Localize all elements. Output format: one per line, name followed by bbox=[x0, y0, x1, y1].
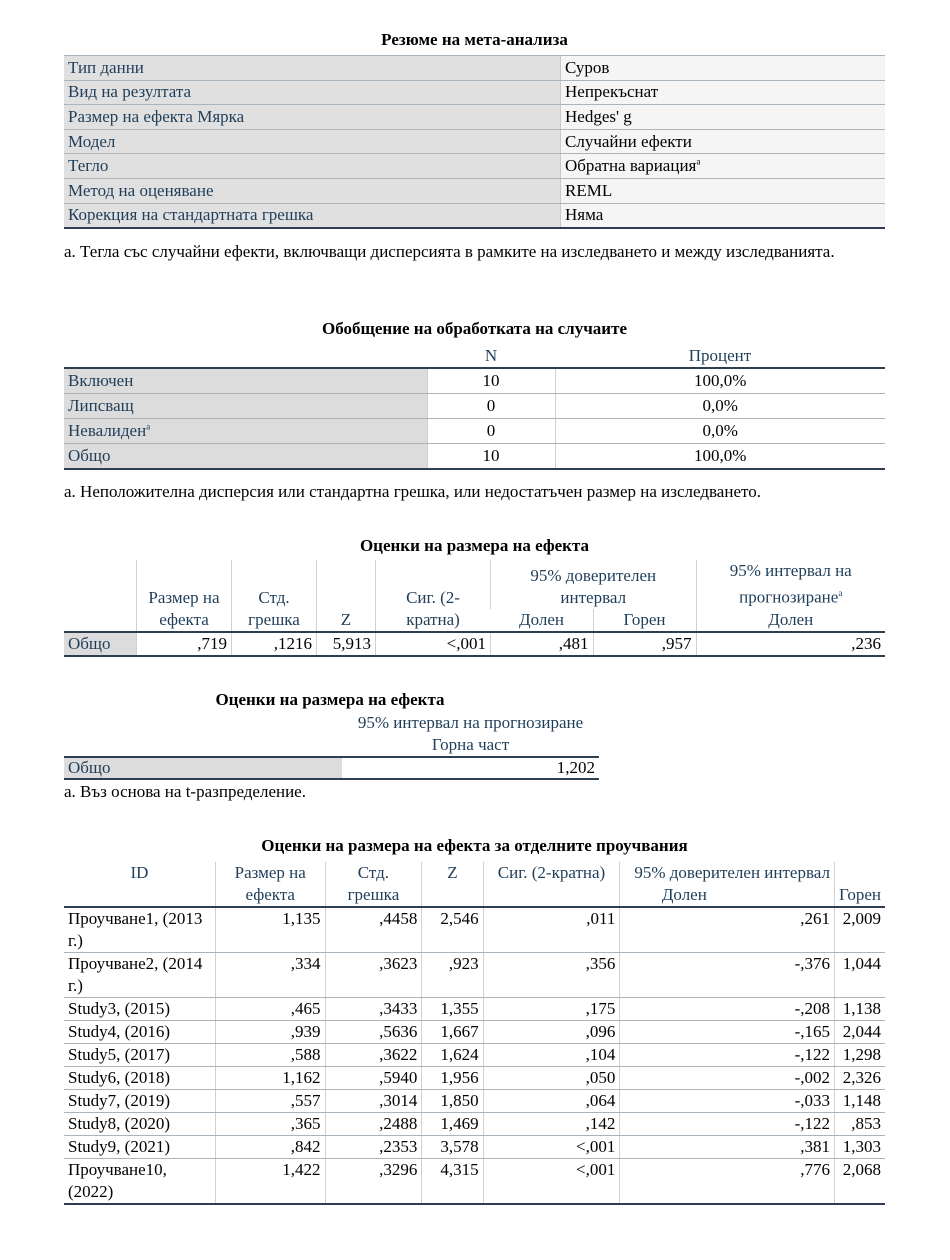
lower-cell: ,261 bbox=[620, 907, 835, 953]
n-cell: 10 bbox=[427, 368, 555, 394]
individual-title: Оценки на размера на ефекта за отделните проучвания bbox=[261, 836, 688, 855]
ci-header: 95% доверителен интервал bbox=[491, 560, 697, 609]
id-header: ID bbox=[64, 862, 215, 907]
effect-cell: ,334 bbox=[215, 953, 325, 998]
label-text: Невалиден bbox=[68, 421, 147, 440]
label-text: Липсващ bbox=[68, 396, 134, 415]
study-id-cell: Study6, (2018) bbox=[64, 1067, 215, 1090]
se-cell: ,3014 bbox=[325, 1090, 422, 1113]
sig-header: Сиг. (2-кратна) bbox=[483, 862, 620, 907]
row-label: Модел bbox=[64, 129, 561, 154]
se-cell: ,3296 bbox=[325, 1159, 422, 1205]
study-id-cell: Study7, (2019) bbox=[64, 1090, 215, 1113]
table-row bbox=[64, 129, 885, 154]
table-row bbox=[64, 56, 885, 81]
effect-cell: ,588 bbox=[215, 1044, 325, 1067]
corner-cell bbox=[64, 712, 342, 734]
n-cell: 10 bbox=[427, 444, 555, 470]
effect-cell: ,557 bbox=[215, 1090, 325, 1113]
lower-cell: -,165 bbox=[620, 1021, 835, 1044]
ci-upper-cell: ,957 bbox=[593, 632, 696, 656]
effect-cell: ,842 bbox=[215, 1136, 325, 1159]
z-cell: 1,850 bbox=[422, 1090, 483, 1113]
z-cell: 1,355 bbox=[422, 998, 483, 1021]
effect-cell: ,939 bbox=[215, 1021, 325, 1044]
effect-cell: ,465 bbox=[215, 998, 325, 1021]
se-cell: ,3433 bbox=[325, 998, 422, 1021]
z-header: Z bbox=[422, 862, 483, 907]
upper-cell: 2,009 bbox=[835, 907, 885, 953]
label-text: Общо bbox=[68, 446, 111, 465]
sig-cell: ,104 bbox=[483, 1044, 620, 1067]
table-row bbox=[64, 444, 885, 470]
se-cell: ,5940 bbox=[325, 1067, 422, 1090]
sig-cell: ,064 bbox=[483, 1090, 620, 1113]
value-text: Непрекъснат bbox=[565, 82, 659, 102]
z-header: Z bbox=[317, 560, 376, 632]
table-row bbox=[64, 203, 885, 228]
effect-cell: 1,162 bbox=[215, 1067, 325, 1090]
se-cell: ,1216 bbox=[232, 632, 317, 656]
upper-cell: 1,202 bbox=[342, 757, 599, 779]
table-row bbox=[64, 907, 885, 953]
lower-cell: -,376 bbox=[620, 953, 835, 998]
row-label: Тип данни bbox=[64, 56, 561, 81]
row-label: Общо bbox=[64, 632, 137, 656]
effect-header: Размер на ефекта bbox=[137, 560, 232, 632]
effect-cell: ,719 bbox=[137, 632, 232, 656]
effect-cell: 1,135 bbox=[215, 907, 325, 953]
value-text: Случайни ефекти bbox=[565, 131, 692, 151]
summary-table bbox=[64, 55, 885, 229]
table-row bbox=[64, 154, 885, 179]
value-text: Обратна вариация bbox=[565, 156, 697, 176]
se-cell: ,4458 bbox=[325, 907, 422, 953]
study-id-cell: Проучване10, (2022) bbox=[64, 1159, 215, 1205]
z-cell: 4,315 bbox=[422, 1159, 483, 1205]
n-cell: 0 bbox=[427, 394, 555, 419]
table-row bbox=[64, 1021, 885, 1044]
table-row bbox=[64, 178, 885, 203]
study-id-cell: Study4, (2016) bbox=[64, 1021, 215, 1044]
table-row bbox=[64, 419, 885, 444]
effect-estimates2-footnote: a. Въз основа на t-разпределение. bbox=[64, 782, 306, 801]
case-processing-footnote: a. Неположителна дисперсия или стандартна грешка, или недостатъчен размер на изследването. bbox=[64, 482, 761, 501]
corner-cell bbox=[64, 345, 427, 368]
pct-cell: 100,0% bbox=[555, 444, 885, 470]
value-text: Суров bbox=[565, 57, 610, 77]
table-row bbox=[64, 1067, 885, 1090]
sig-cell: ,011 bbox=[483, 907, 620, 953]
table-row bbox=[64, 105, 885, 130]
se-header: Стд. грешка bbox=[232, 560, 317, 632]
z-cell: ,923 bbox=[422, 953, 483, 998]
lower-cell: ,381 bbox=[620, 1136, 835, 1159]
sig-cell: ,356 bbox=[483, 953, 620, 998]
table-row bbox=[64, 368, 885, 394]
upper-cell: ,853 bbox=[835, 1113, 885, 1136]
sig-cell: ,142 bbox=[483, 1113, 620, 1136]
lower-cell: -,033 bbox=[620, 1090, 835, 1113]
sig-cell: ,175 bbox=[483, 998, 620, 1021]
z-cell: 1,667 bbox=[422, 1021, 483, 1044]
pi-header: 95% интервал на прогнозиране bbox=[357, 713, 584, 732]
row-label: Тегло bbox=[64, 154, 561, 179]
summary-footnote: a. Тегла със случайни ефекти, включващи дисперсията в рамките на изследването и между изследванията. bbox=[64, 242, 835, 261]
z-cell: 1,624 bbox=[422, 1044, 483, 1067]
value-text: REML bbox=[565, 180, 613, 200]
pct-cell: 100,0% bbox=[555, 368, 885, 394]
value-text: Hedges' g bbox=[565, 106, 632, 126]
upper-cell: 1,148 bbox=[835, 1090, 885, 1113]
lower-cell: -,002 bbox=[620, 1067, 835, 1090]
se-header: Стд. грешка bbox=[325, 862, 422, 907]
ci-upper-header: Горен bbox=[835, 862, 885, 907]
se-cell: ,3622 bbox=[325, 1044, 422, 1067]
sig-cell: <,001 bbox=[483, 1136, 620, 1159]
table-row bbox=[64, 953, 885, 998]
effect-estimates2-table bbox=[64, 712, 599, 780]
row-label bbox=[64, 394, 427, 419]
sig-header: Сиг. (2- кратна) bbox=[376, 560, 491, 632]
case-processing-title: Обобщение на обработката на случаите bbox=[322, 319, 627, 338]
table-row bbox=[64, 1159, 885, 1205]
effect-header: Размер на ефекта bbox=[215, 862, 325, 907]
sig-cell: ,050 bbox=[483, 1067, 620, 1090]
pi-lower-header: Долен bbox=[696, 609, 885, 632]
row-label: Общо bbox=[64, 757, 342, 779]
pct-cell: 0,0% bbox=[555, 394, 885, 419]
z-cell: 2,546 bbox=[422, 907, 483, 953]
effect-estimates-table bbox=[64, 560, 885, 657]
sig-cell: <,001 bbox=[483, 1159, 620, 1205]
upper-cell: 2,326 bbox=[835, 1067, 885, 1090]
row-label bbox=[64, 419, 427, 444]
sig-cell: <,001 bbox=[376, 632, 491, 656]
table-row bbox=[64, 757, 599, 779]
row-value bbox=[561, 80, 886, 105]
table-row bbox=[64, 1113, 885, 1136]
row-value bbox=[561, 105, 886, 130]
lower-cell: -,122 bbox=[620, 1044, 835, 1067]
row-value bbox=[561, 56, 886, 81]
upper-cell: 1,298 bbox=[835, 1044, 885, 1067]
z-cell: 1,469 bbox=[422, 1113, 483, 1136]
upper-cell: 1,303 bbox=[835, 1136, 885, 1159]
footnote-marker: a bbox=[696, 156, 701, 167]
upper-cell: 2,044 bbox=[835, 1021, 885, 1044]
table-row bbox=[64, 1090, 885, 1113]
row-label: Вид на резултата bbox=[64, 80, 561, 105]
z-cell: 5,913 bbox=[317, 632, 376, 656]
se-cell: ,2353 bbox=[325, 1136, 422, 1159]
row-label bbox=[64, 368, 427, 394]
lower-cell: ,776 bbox=[620, 1159, 835, 1205]
se-cell: ,3623 bbox=[325, 953, 422, 998]
study-id-cell: Проучване1, (2013 г.) bbox=[64, 907, 215, 953]
upper-cell: 1,138 bbox=[835, 998, 885, 1021]
col-n-header: N bbox=[427, 345, 555, 368]
individual-table bbox=[64, 862, 885, 1205]
col-pct-header: Процент bbox=[555, 345, 885, 368]
row-value bbox=[561, 129, 886, 154]
summary-title: Резюме на мета-анализа bbox=[381, 30, 568, 49]
sig-cell: ,096 bbox=[483, 1021, 620, 1044]
row-value bbox=[561, 203, 886, 228]
study-id-cell: Проучване2, (2014 г.) bbox=[64, 953, 215, 998]
corner-cell bbox=[64, 734, 342, 757]
effect-estimates-title: Оценки на размера на ефекта bbox=[359, 536, 590, 555]
ci-lower-header: Долен bbox=[519, 609, 564, 629]
row-label: Метод на оценяване bbox=[64, 178, 561, 203]
value-text: Няма bbox=[565, 205, 604, 225]
pi-header: 95% интервал на прогнозиране$^a$ bbox=[696, 560, 885, 609]
row-label: Размер на ефекта Мярка bbox=[64, 105, 561, 130]
table-row bbox=[64, 1136, 885, 1159]
footnote-marker: a bbox=[146, 421, 151, 432]
study-id-cell: Study9, (2021) bbox=[64, 1136, 215, 1159]
row-value bbox=[561, 178, 886, 203]
study-id-cell: Study3, (2015) bbox=[64, 998, 215, 1021]
row-label: Корекция на стандартната грешка bbox=[64, 203, 561, 228]
upper-cell: 1,044 bbox=[835, 953, 885, 998]
case-processing-table bbox=[64, 345, 885, 470]
ci-lower-header: 95% доверителен интервал Долен bbox=[620, 862, 835, 907]
table-row bbox=[64, 1044, 885, 1067]
z-cell: 1,956 bbox=[422, 1067, 483, 1090]
effect-cell: ,365 bbox=[215, 1113, 325, 1136]
pct-cell: 0,0% bbox=[555, 419, 885, 444]
label-text: Включен bbox=[68, 371, 134, 390]
z-cell: 3,578 bbox=[422, 1136, 483, 1159]
effect-cell: 1,422 bbox=[215, 1159, 325, 1205]
table-row bbox=[64, 998, 885, 1021]
row-label bbox=[64, 444, 427, 470]
table-row bbox=[64, 80, 885, 105]
n-cell: 0 bbox=[427, 419, 555, 444]
table-row bbox=[64, 394, 885, 419]
se-cell: ,2488 bbox=[325, 1113, 422, 1136]
lower-cell: -,208 bbox=[620, 998, 835, 1021]
row-value bbox=[561, 154, 886, 179]
pi-lower-cell: ,236 bbox=[696, 632, 885, 656]
ci-upper-header: Горен bbox=[593, 609, 696, 632]
effect-estimates2-title: Оценки на размера на ефекта bbox=[215, 690, 445, 709]
study-id-cell: Study5, (2017) bbox=[64, 1044, 215, 1067]
upper-header: Горна част bbox=[431, 735, 510, 754]
ci-lower-cell: ,481 bbox=[491, 632, 594, 656]
se-cell: ,5636 bbox=[325, 1021, 422, 1044]
corner-cell bbox=[64, 560, 137, 632]
upper-cell: 2,068 bbox=[835, 1159, 885, 1205]
table-row bbox=[64, 632, 885, 656]
lower-cell: -,122 bbox=[620, 1113, 835, 1136]
study-id-cell: Study8, (2020) bbox=[64, 1113, 215, 1136]
